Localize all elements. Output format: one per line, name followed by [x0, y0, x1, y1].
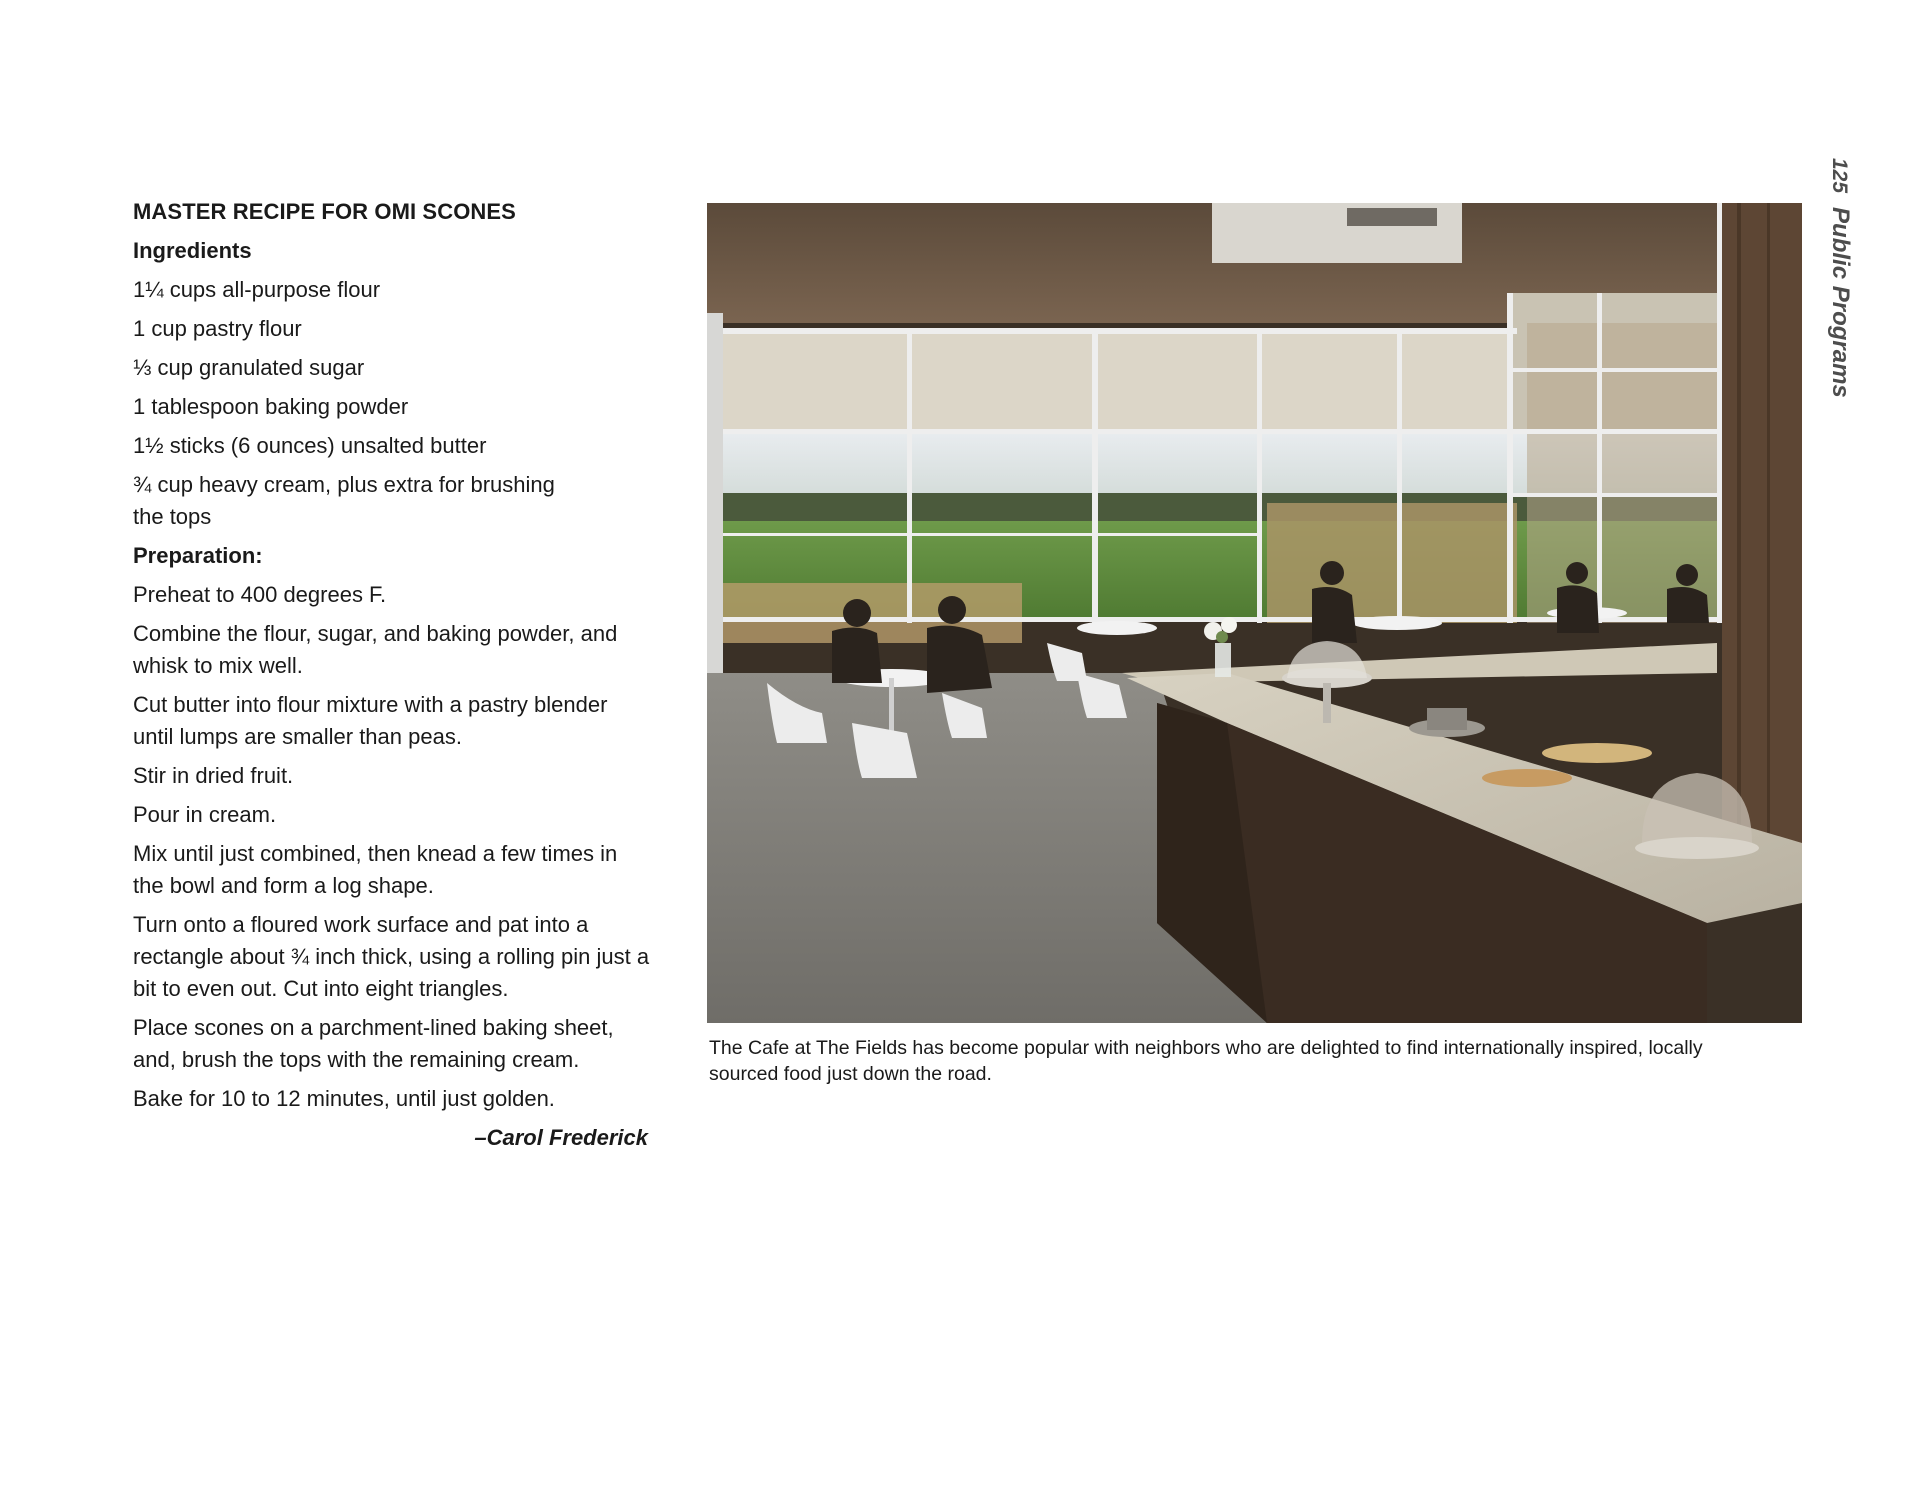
ingredients-list	[133, 274, 653, 533]
running-head	[1818, 158, 1858, 418]
cafe-photo	[707, 203, 1802, 1023]
preparation-steps	[133, 579, 653, 1115]
ingredients-heading: Ingredients	[133, 238, 252, 263]
cafe-photo-illustration	[707, 203, 1802, 1023]
preparation-step: Combine the flour, sugar, and baking powder, and whisk to mix well.	[133, 621, 618, 678]
photo-caption: The Cafe at The Fields has become popular with neighbors who are delighted to find internationally inspired, locally sourced food just down the road.	[709, 1037, 1703, 1085]
page-number: 125	[1828, 158, 1851, 194]
preparation-heading: Preparation:	[133, 543, 263, 568]
ingredient-item: 1 cup pastry flour	[133, 316, 302, 341]
ingredient-item: 1 tablespoon baking powder	[133, 394, 409, 419]
preparation-step: Turn onto a floured work surface and pat into a rectangle about ¾ inch thick, using a rolling pin just a bit to even out. Cut into eight triangles.	[133, 912, 650, 1001]
ingredient-item: ⅓ cup granulated sugar	[133, 355, 365, 380]
ingredient-item: 1½ sticks (6 ounces) unsalted butter	[133, 433, 487, 458]
preparation-step: Bake for 10 to 12 minutes, until just golden.	[133, 1086, 555, 1111]
recipe-title: MASTER RECIPE FOR OMI SCONES	[133, 199, 516, 224]
section-title: Public Programs	[1827, 207, 1854, 398]
preparation-step: Place scones on a parchment-lined baking sheet, and, brush the tops with the remaining cream.	[133, 1015, 614, 1072]
preparation-step: Preheat to 400 degrees F.	[133, 582, 387, 607]
recipe-byline: –Carol Frederick	[474, 1125, 648, 1150]
preparation-step: Stir in dried fruit.	[133, 763, 294, 788]
ingredient-item: 1¼ cups all-purpose flour	[133, 277, 381, 302]
ingredient-item: ¾ cup heavy cream, plus extra for brushing the tops	[133, 472, 555, 529]
preparation-step: Mix until just combined, then knead a few times in the bowl and form a log shape.	[133, 841, 618, 898]
recipe-column	[133, 196, 653, 1154]
preparation-step: Cut butter into flour mixture with a pastry blender until lumps are smaller than peas.	[133, 692, 608, 749]
preparation-step: Pour in cream.	[133, 802, 277, 827]
